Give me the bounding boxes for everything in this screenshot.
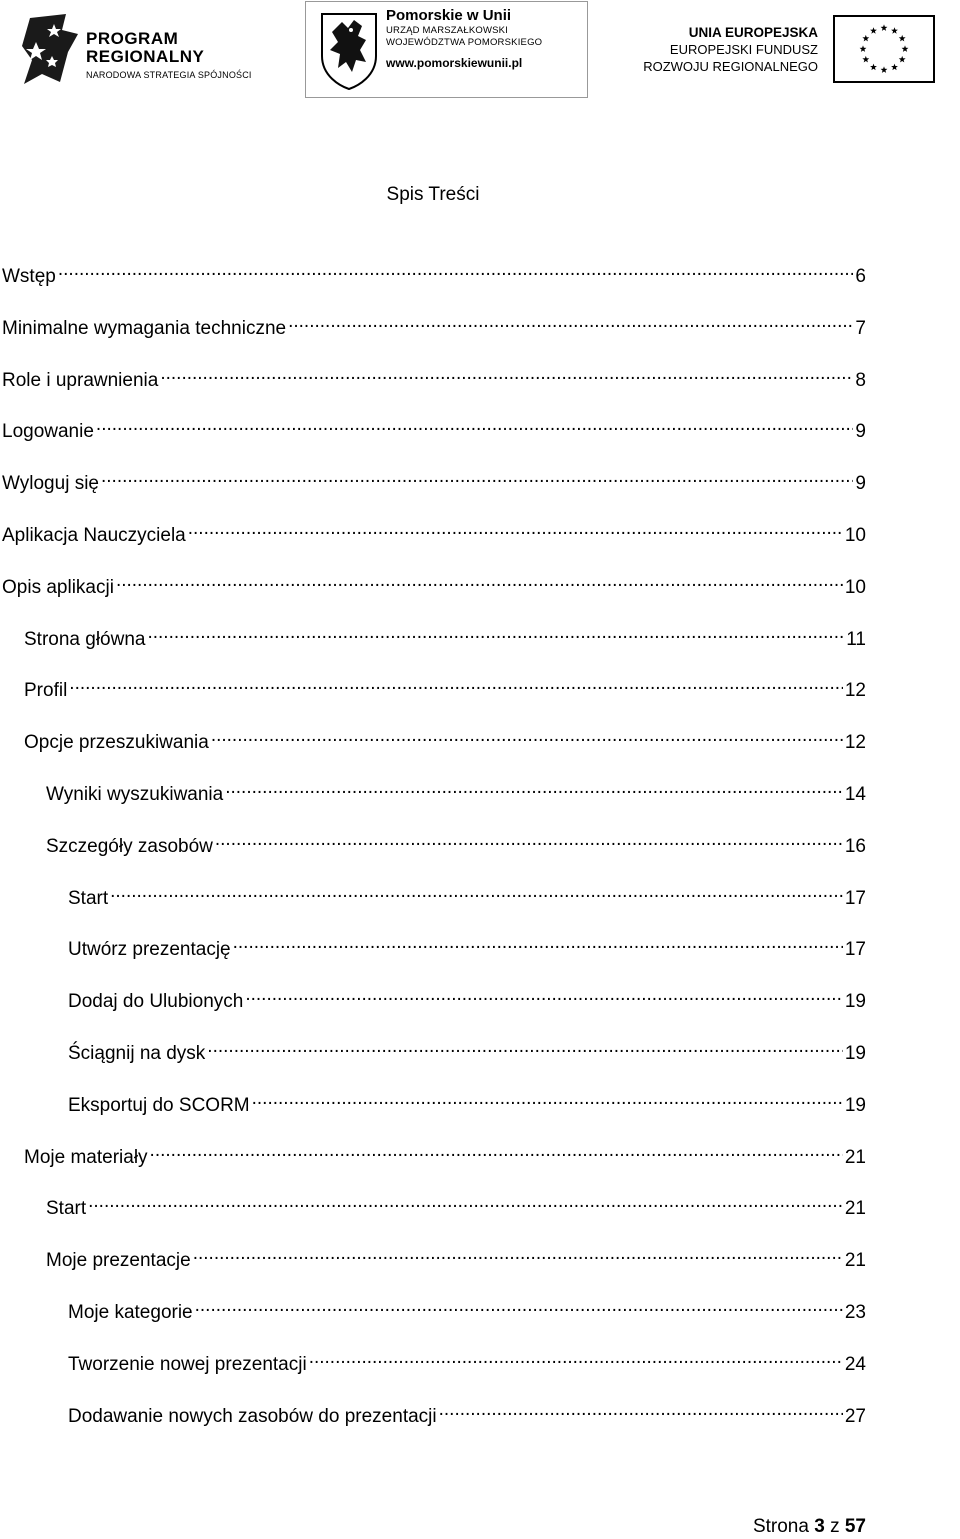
toc-dot-leader xyxy=(147,621,844,645)
toc-entry[interactable] xyxy=(0,1087,866,1139)
footer-prefix: Strona xyxy=(752,1516,809,1537)
eu-logo-line3: ROZWOJU REGIONALNEGO xyxy=(643,59,818,74)
toc-entry[interactable] xyxy=(0,983,866,1035)
eu-star-icon xyxy=(860,45,867,52)
toc-entry[interactable] xyxy=(0,880,866,932)
toc-entry-label: Minimalne wymagania techniczne xyxy=(2,317,287,339)
toc-entry[interactable] xyxy=(0,1346,866,1398)
eu-logo-line2: EUROPEJSKI FUNDUSZ xyxy=(669,42,818,57)
griffin-coat-of-arms-icon xyxy=(318,10,380,90)
pomorskie-logo-line1: URZĄD MARSZAŁKOWSKI xyxy=(386,25,509,36)
toc-entry-page: 27 xyxy=(844,1405,866,1427)
toc-title: Spis Treści xyxy=(386,184,480,205)
toc-entry-page: 7 xyxy=(855,317,866,339)
toc-dot-leader xyxy=(225,776,843,800)
toc-entry-label: Opis aplikacji xyxy=(2,576,114,598)
toc-dot-leader xyxy=(233,931,843,955)
toc-dot-leader xyxy=(252,1087,843,1111)
toc-dot-leader xyxy=(160,362,853,386)
program-regionalny-logo xyxy=(22,12,252,88)
toc-dot-leader xyxy=(288,310,853,334)
footer-separator: z xyxy=(830,1516,840,1537)
toc-entry[interactable] xyxy=(0,465,866,517)
toc-entry-page: 14 xyxy=(844,783,866,805)
toc-entry[interactable] xyxy=(0,362,866,414)
toc-entry-page: 10 xyxy=(844,576,866,598)
toc-dot-leader xyxy=(150,1139,843,1163)
eu-star-icon xyxy=(899,56,906,63)
toc-dot-leader xyxy=(110,880,843,904)
toc-entry-label: Aplikacja Nauczyciela xyxy=(2,524,186,546)
toc-entry-label: Logowanie xyxy=(2,421,94,443)
toc-entry-page: 21 xyxy=(844,1198,866,1220)
toc-dot-leader xyxy=(69,672,843,696)
toc-entry-page: 9 xyxy=(855,473,866,495)
toc-entry-label: Wyniki wyszukiwania xyxy=(46,783,224,805)
eu-logo-line1: UNIA EUROPEJSKA xyxy=(688,25,818,40)
toc-entry-page: 8 xyxy=(855,369,866,391)
toc-entry-page: 21 xyxy=(844,1250,866,1272)
toc-entry-label: Szczegóły zasobów xyxy=(46,835,213,857)
toc-entry-page: 23 xyxy=(844,1301,866,1323)
eu-star-icon xyxy=(881,66,888,73)
toc-dot-leader xyxy=(215,828,843,852)
toc-entry-label: Utwórz prezentację xyxy=(68,939,231,961)
eu-star-icon xyxy=(862,56,869,63)
toc-dot-leader xyxy=(193,1242,843,1266)
toc-dot-leader xyxy=(245,983,843,1007)
toc-entry[interactable] xyxy=(0,724,866,776)
pomorskie-logo-title: Pomorskie w Unii xyxy=(386,7,512,24)
toc-entry-label: Profil xyxy=(24,680,68,702)
toc-entry-label: Moje prezentacje xyxy=(46,1250,191,1272)
toc-entry[interactable] xyxy=(0,828,866,880)
toc-dot-leader xyxy=(88,1190,843,1214)
toc-entry[interactable] xyxy=(0,672,866,724)
program-logo-line3: NARODOWA STRATEGIA SPÓJNOŚCI xyxy=(86,70,252,80)
program-logo-line1: PROGRAM xyxy=(86,29,179,48)
eu-star-icon xyxy=(891,27,898,34)
toc-entry[interactable] xyxy=(0,776,866,828)
toc-entry-label: Ściągnij na dysk xyxy=(68,1042,206,1064)
toc-entry-label: Start xyxy=(46,1198,87,1220)
toc-entry-label: Eksportuj do SCORM xyxy=(68,1094,250,1116)
pomorskie-logo-url: www.pomorskiewunii.pl xyxy=(386,56,523,70)
toc-entry[interactable] xyxy=(0,1242,866,1294)
pomorskie-w-unii-logo xyxy=(305,1,588,98)
page-footer xyxy=(0,1515,866,1539)
toc-entry-page: 19 xyxy=(844,1094,866,1116)
toc-entry[interactable] xyxy=(0,1139,866,1191)
toc-entry[interactable] xyxy=(0,1398,866,1450)
eu-star-icon xyxy=(870,27,877,34)
eu-star-icon xyxy=(881,24,888,31)
toc-dot-leader xyxy=(309,1346,843,1370)
toc-entry-page: 21 xyxy=(844,1146,866,1168)
toc-entry-page: 16 xyxy=(844,835,866,857)
toc-entry[interactable] xyxy=(0,413,866,465)
eu-star-icon xyxy=(870,64,877,71)
toc-entry[interactable] xyxy=(0,569,866,621)
toc-entry-label: Wyloguj się xyxy=(2,473,99,495)
toc-entry-label: Moje materiały xyxy=(24,1146,148,1168)
eu-star-icon xyxy=(862,35,869,42)
toc-entry-page: 12 xyxy=(844,732,866,754)
toc-entry-page: 11 xyxy=(846,628,866,650)
page-header xyxy=(0,0,960,110)
table-of-contents xyxy=(0,258,866,1449)
toc-dot-leader xyxy=(211,724,843,748)
toc-entry[interactable] xyxy=(0,1035,866,1087)
footer-total-pages: 57 xyxy=(844,1516,866,1537)
toc-dot-leader xyxy=(207,1035,843,1059)
pomorskie-logo-line2: WOJEWÓDZTWA POMORSKIEGO xyxy=(386,37,543,48)
eu-flag-icon xyxy=(833,15,935,83)
footer-current-page: 3 xyxy=(814,1516,825,1537)
program-logo-line2: REGIONALNY xyxy=(86,47,205,66)
toc-entry-label: Dodawanie nowych zasobów do prezentacji xyxy=(68,1405,437,1427)
toc-entry-page: 9 xyxy=(855,421,866,443)
toc-entry-label: Strona główna xyxy=(24,628,146,650)
eu-star-icon xyxy=(899,35,906,42)
toc-entry[interactable] xyxy=(0,931,866,983)
toc-entry[interactable] xyxy=(0,621,866,673)
toc-entry-page: 10 xyxy=(844,524,866,546)
toc-entry[interactable] xyxy=(0,517,866,569)
toc-dot-leader xyxy=(188,517,843,541)
toc-entry-page: 12 xyxy=(844,680,866,702)
eu-stars-circle-icon xyxy=(835,17,933,81)
program-regionalny-emblem-icon xyxy=(22,12,82,88)
toc-entry[interactable] xyxy=(0,1190,866,1242)
toc-dot-leader xyxy=(58,258,854,282)
toc-entry-label: Moje kategorie xyxy=(68,1301,193,1323)
toc-entry[interactable] xyxy=(0,258,866,310)
toc-entry-page: 19 xyxy=(844,991,866,1013)
toc-entry-page: 6 xyxy=(855,266,866,287)
toc-entry-label: Role i uprawnienia xyxy=(2,369,159,391)
toc-entry-label: Tworzenie nowej prezentacji xyxy=(68,1353,307,1375)
toc-dot-leader xyxy=(96,413,854,437)
toc-entry-page: 17 xyxy=(844,939,866,961)
toc-dot-leader xyxy=(116,569,843,593)
eu-logo-text xyxy=(643,24,818,75)
toc-dot-leader xyxy=(439,1398,843,1422)
toc-dot-leader xyxy=(195,1294,843,1318)
toc-entry-page: 19 xyxy=(844,1042,866,1064)
toc-entry-label: Opcje przeszukiwania xyxy=(24,732,209,754)
toc-entry[interactable] xyxy=(0,310,866,362)
toc-entry-label: Start xyxy=(68,887,109,909)
toc-dot-leader xyxy=(101,465,853,489)
toc-entry[interactable] xyxy=(0,1294,866,1346)
toc-entry-page: 17 xyxy=(844,887,866,909)
toc-entry-label: Dodaj do Ulubionych xyxy=(68,991,244,1013)
eu-star-icon xyxy=(902,45,909,52)
toc-entry-label: Wstęp xyxy=(2,266,56,287)
toc-entry-page: 24 xyxy=(844,1353,866,1375)
eu-star-icon xyxy=(891,64,898,71)
